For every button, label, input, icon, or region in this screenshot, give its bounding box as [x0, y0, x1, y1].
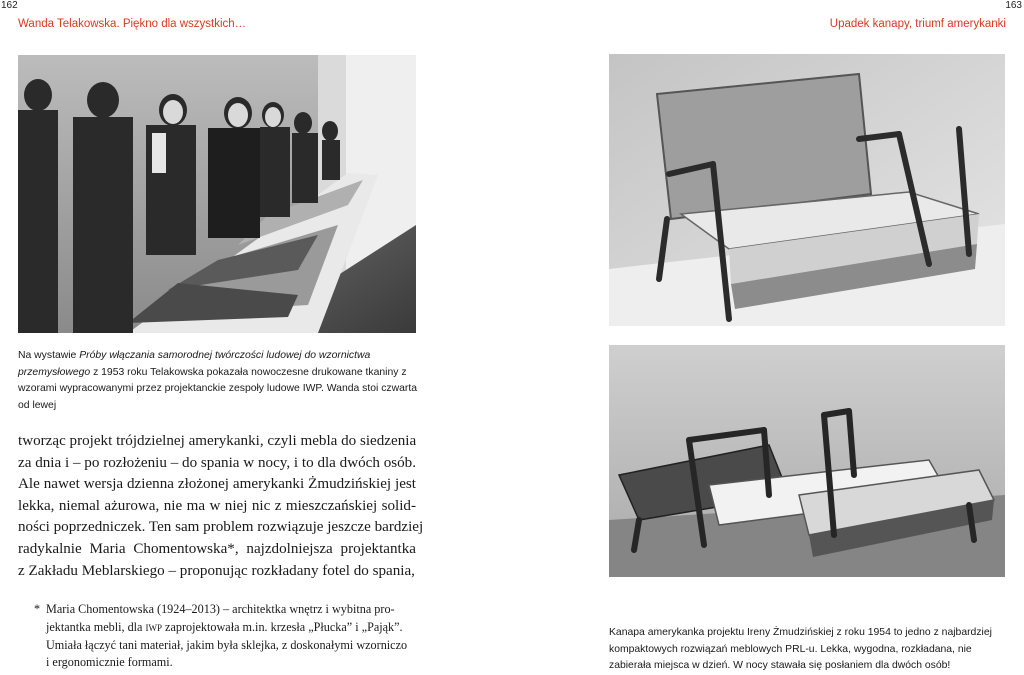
footnote: [36, 601, 418, 672]
caption-left-text-2: z 1953 roku Telakowska pokazała nowoczesne drukowane tkaniny z wzorami wypracowanymi przez projektanckie zespoły ludowe IWP. Wanda stoi czwarta od lewej: [18, 366, 418, 411]
sofa-photo: [609, 54, 1005, 326]
footnote-line: Umiała łączyć tani materiał, jakim była sklejka, z doskonałymi wzorniczo: [46, 637, 408, 652]
sofa-bed-photo: [609, 345, 1005, 577]
caption-left-text: Na wystawie: [18, 350, 80, 361]
running-head-right: Upadek kanapy, triumf amerykanki: [829, 18, 1006, 30]
footnote-line: Maria Chomentowska (1924–2013) – architektka wnętrz i wybitna pro-: [46, 602, 395, 616]
body-line: z Zakładu Meblarskiego – proponując rozkładany fotel do spania,: [18, 562, 415, 579]
footnote-smallcaps: iwp: [145, 619, 162, 634]
body-line: Ale nawet wersja dzienna złożonej amerykanki Żmudzińskiej jest: [18, 476, 416, 493]
caption-right: Kanapa amerykanka projektu Ireny Żmudzińskiej z roku 1954 to jedno z najbardziej kompaktowych rozwiązań meblowych PRL-u. Lekka, wygodna, rozkładana, nie zabierała miejsca w dzień. W nocy stawała się posłaniem dla dwóch osób!: [609, 627, 992, 671]
footnote-text: jektantka mebli, dla: [46, 619, 146, 634]
body-line: za dnia i – po rozłożeniu – do spania w nocy, i to dla dwóch osób.: [18, 454, 416, 471]
footnote-line: [36, 619, 418, 637]
running-head-left: Wanda Telakowska. Piękno dla wszystkich…: [18, 18, 247, 30]
body-line: lekka, niemal ażurowa, nie ma w niej nic z mieszczańskiej solid-: [18, 497, 416, 514]
page-number-right: 163: [1005, 0, 1022, 11]
body-text: [18, 431, 424, 582]
caption-left-italic-title: Próby włączania samorodnej twórczości ludowej do wzornictwa przemysłowego: [18, 350, 371, 378]
exhibition-photo: [18, 55, 416, 333]
footnote-line: i ergonomicznie formami.: [46, 655, 173, 670]
footnote-mark: *: [34, 602, 41, 616]
body-line: ności poprzedniczek. Ten sam problem rozwiązuje jeszcze bardziej: [18, 519, 424, 536]
body-line: radykalnie Maria Chomentowska*, najzdolniejsza projektantka: [18, 540, 416, 557]
page-number-left: 162: [1, 0, 18, 11]
body-line: tworząc projekt trójdzielnej amerykanki, czyli mebla do siedzenia: [18, 433, 417, 449]
footnote-text: zaprojektowała m.in. krzesła „Płucka” i „Pająk”.: [162, 619, 403, 634]
caption-left: [18, 348, 423, 414]
